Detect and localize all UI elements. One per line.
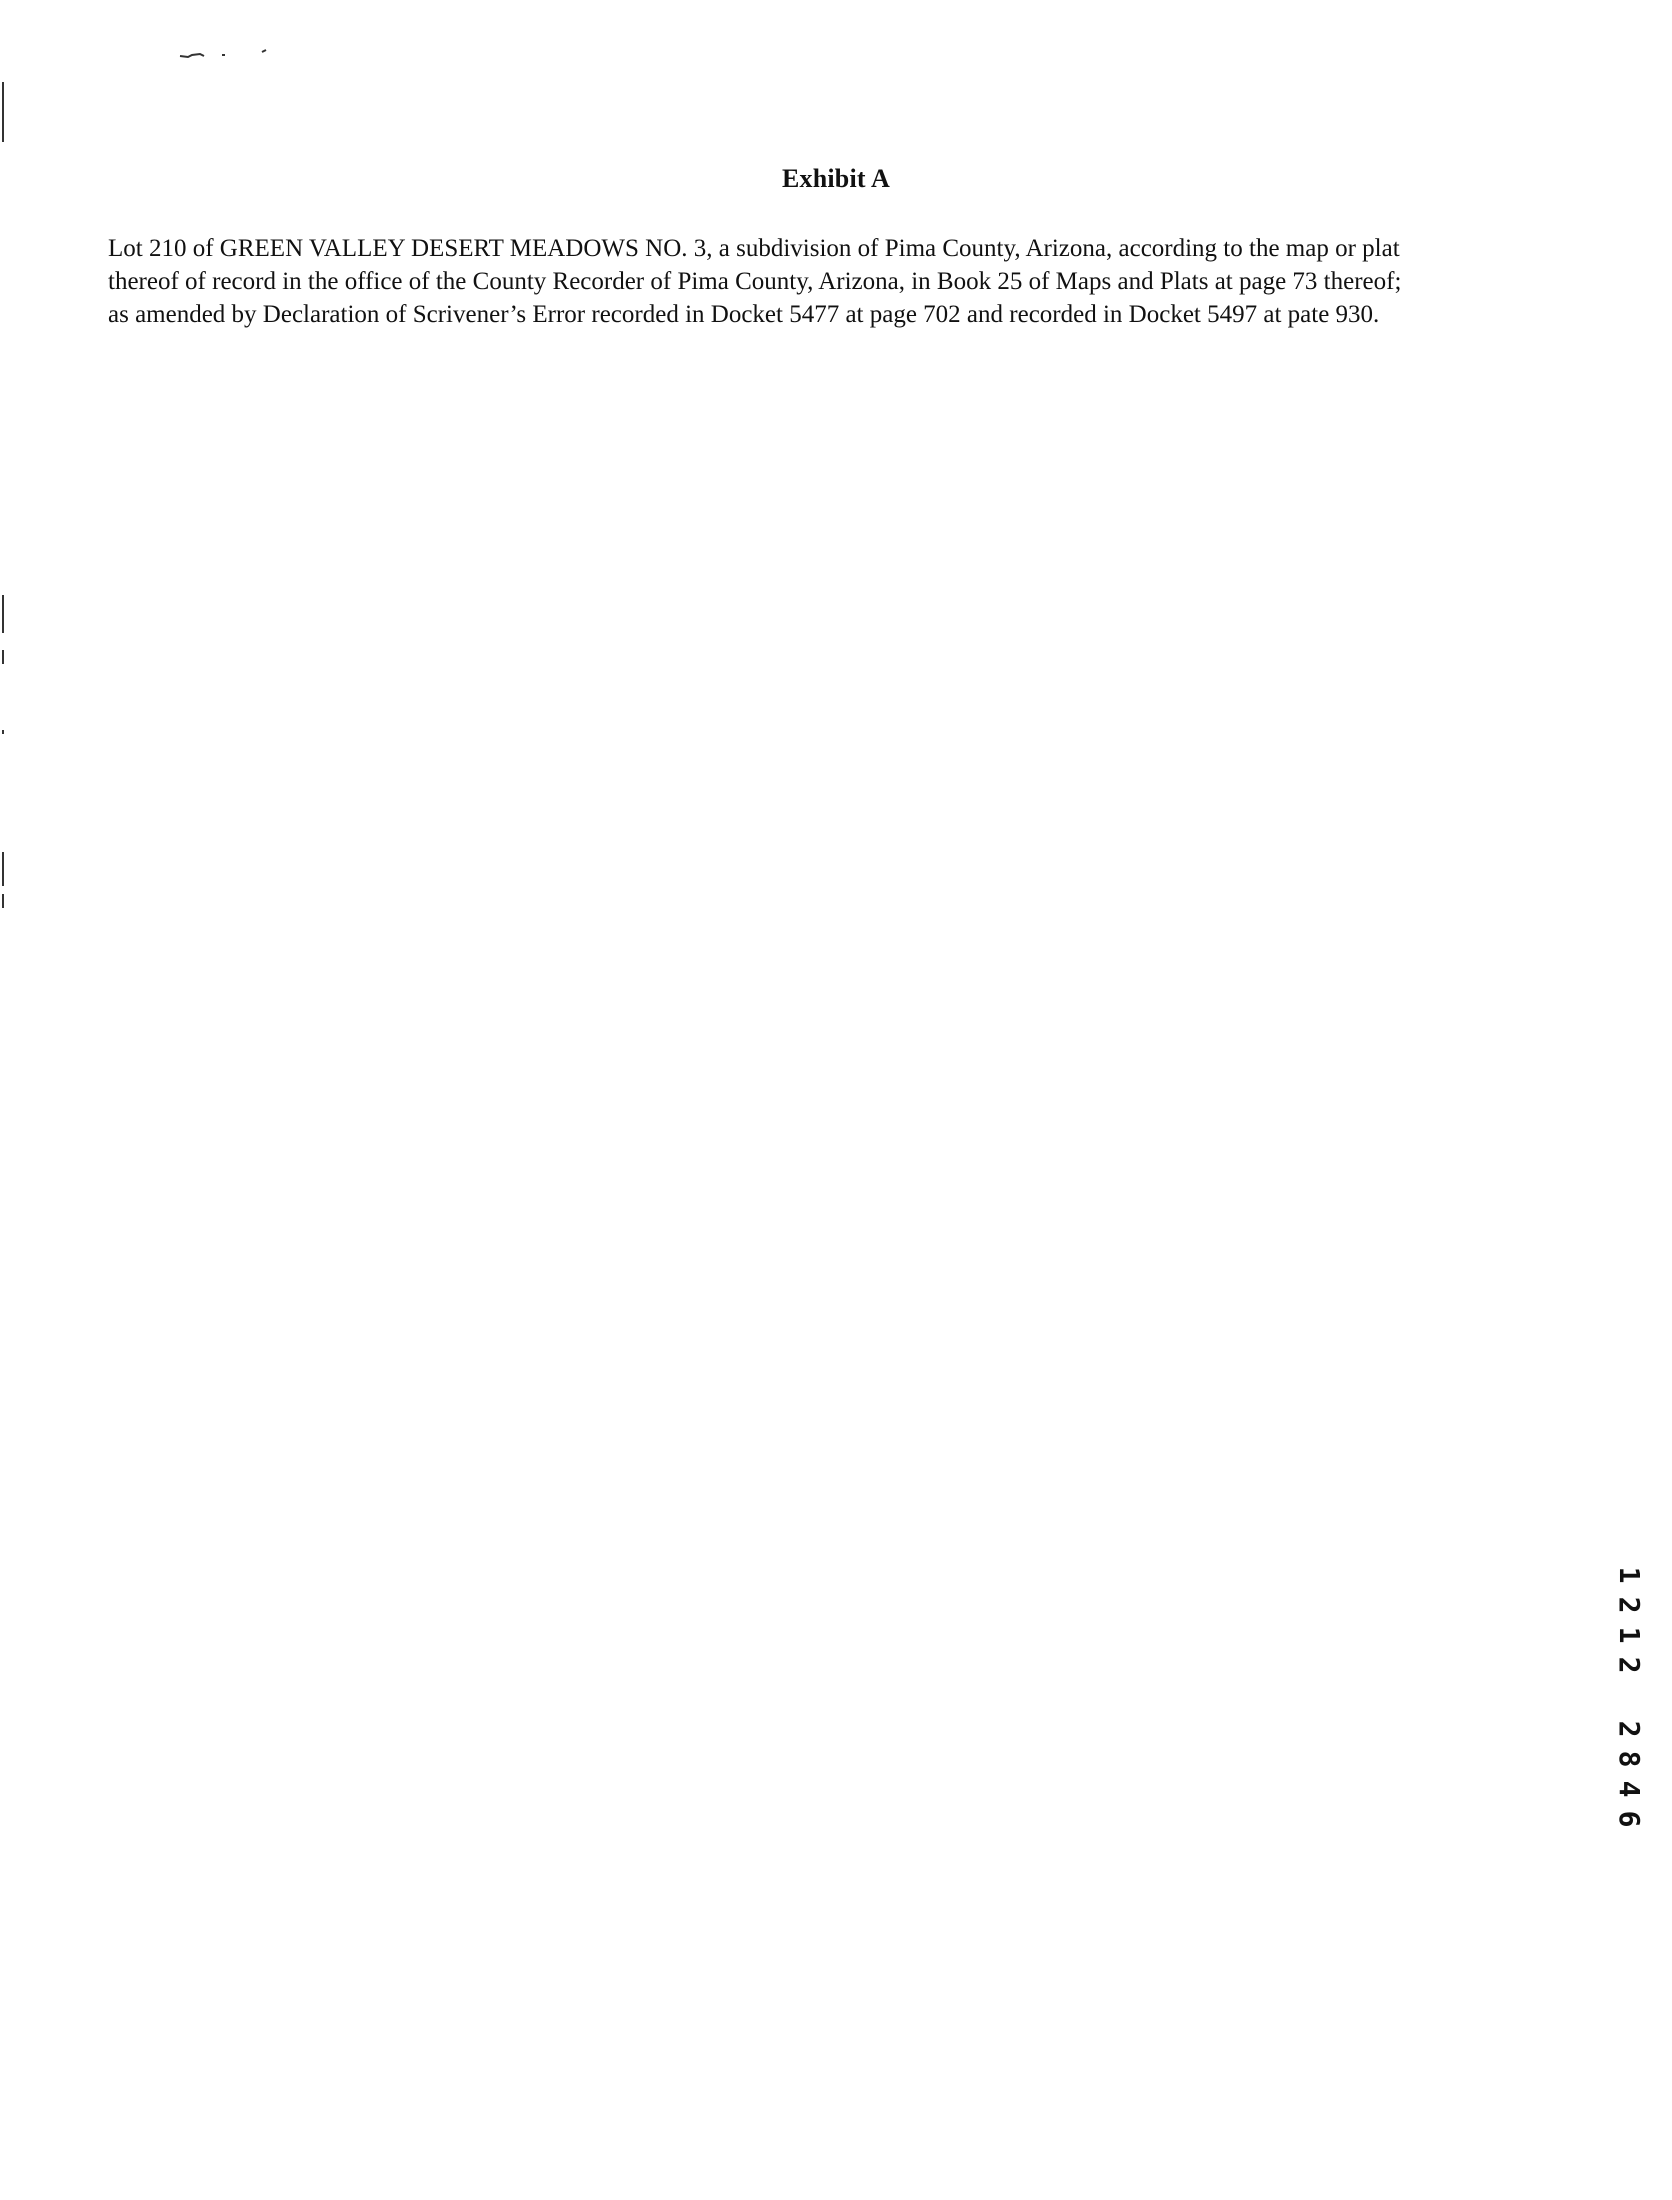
margin-mark <box>2 82 4 142</box>
stamp-digit: 2 <box>1613 1720 1646 1738</box>
paragraph-line: as amended by Declaration of Scrivener’s Error recorded in Docket 5477 at page 702 and recorded in Docket 5497 at pate 930. <box>108 301 1380 328</box>
margin-mark <box>2 852 4 886</box>
stamp-group <box>1612 1560 1646 1680</box>
page-title: Exhibit A <box>781 164 890 193</box>
stamp-digit: 4 <box>1613 1780 1646 1798</box>
stamp-digit: 2 <box>1613 1596 1646 1614</box>
stamp-digit: 8 <box>1613 1750 1646 1768</box>
legal-description <box>108 232 1568 331</box>
margin-mark <box>2 894 4 908</box>
recording-number-stamp <box>1612 1560 1646 1834</box>
stamp-digit: 2 <box>1613 1656 1646 1674</box>
stamp-group <box>1612 1714 1646 1834</box>
margin-mark <box>2 730 4 734</box>
margin-mark <box>2 595 4 633</box>
margin-mark <box>2 650 4 664</box>
stamp-digit: 1 <box>1613 1566 1646 1584</box>
scan-smudge <box>178 48 268 62</box>
stamp-digit: 1 <box>1613 1626 1646 1644</box>
paragraph-line: Lot 210 of GREEN VALLEY DESERT MEADOWS NO. 3, a subdivision of Pima County, Arizona, according to the map or plat <box>108 235 1400 262</box>
paragraph-line: thereof of record in the office of the County Recorder of Pima County, Arizona, in Book 25 of Maps and Plats at page 73 thereof; <box>108 268 1402 295</box>
stamp-digit: 6 <box>1613 1810 1646 1828</box>
